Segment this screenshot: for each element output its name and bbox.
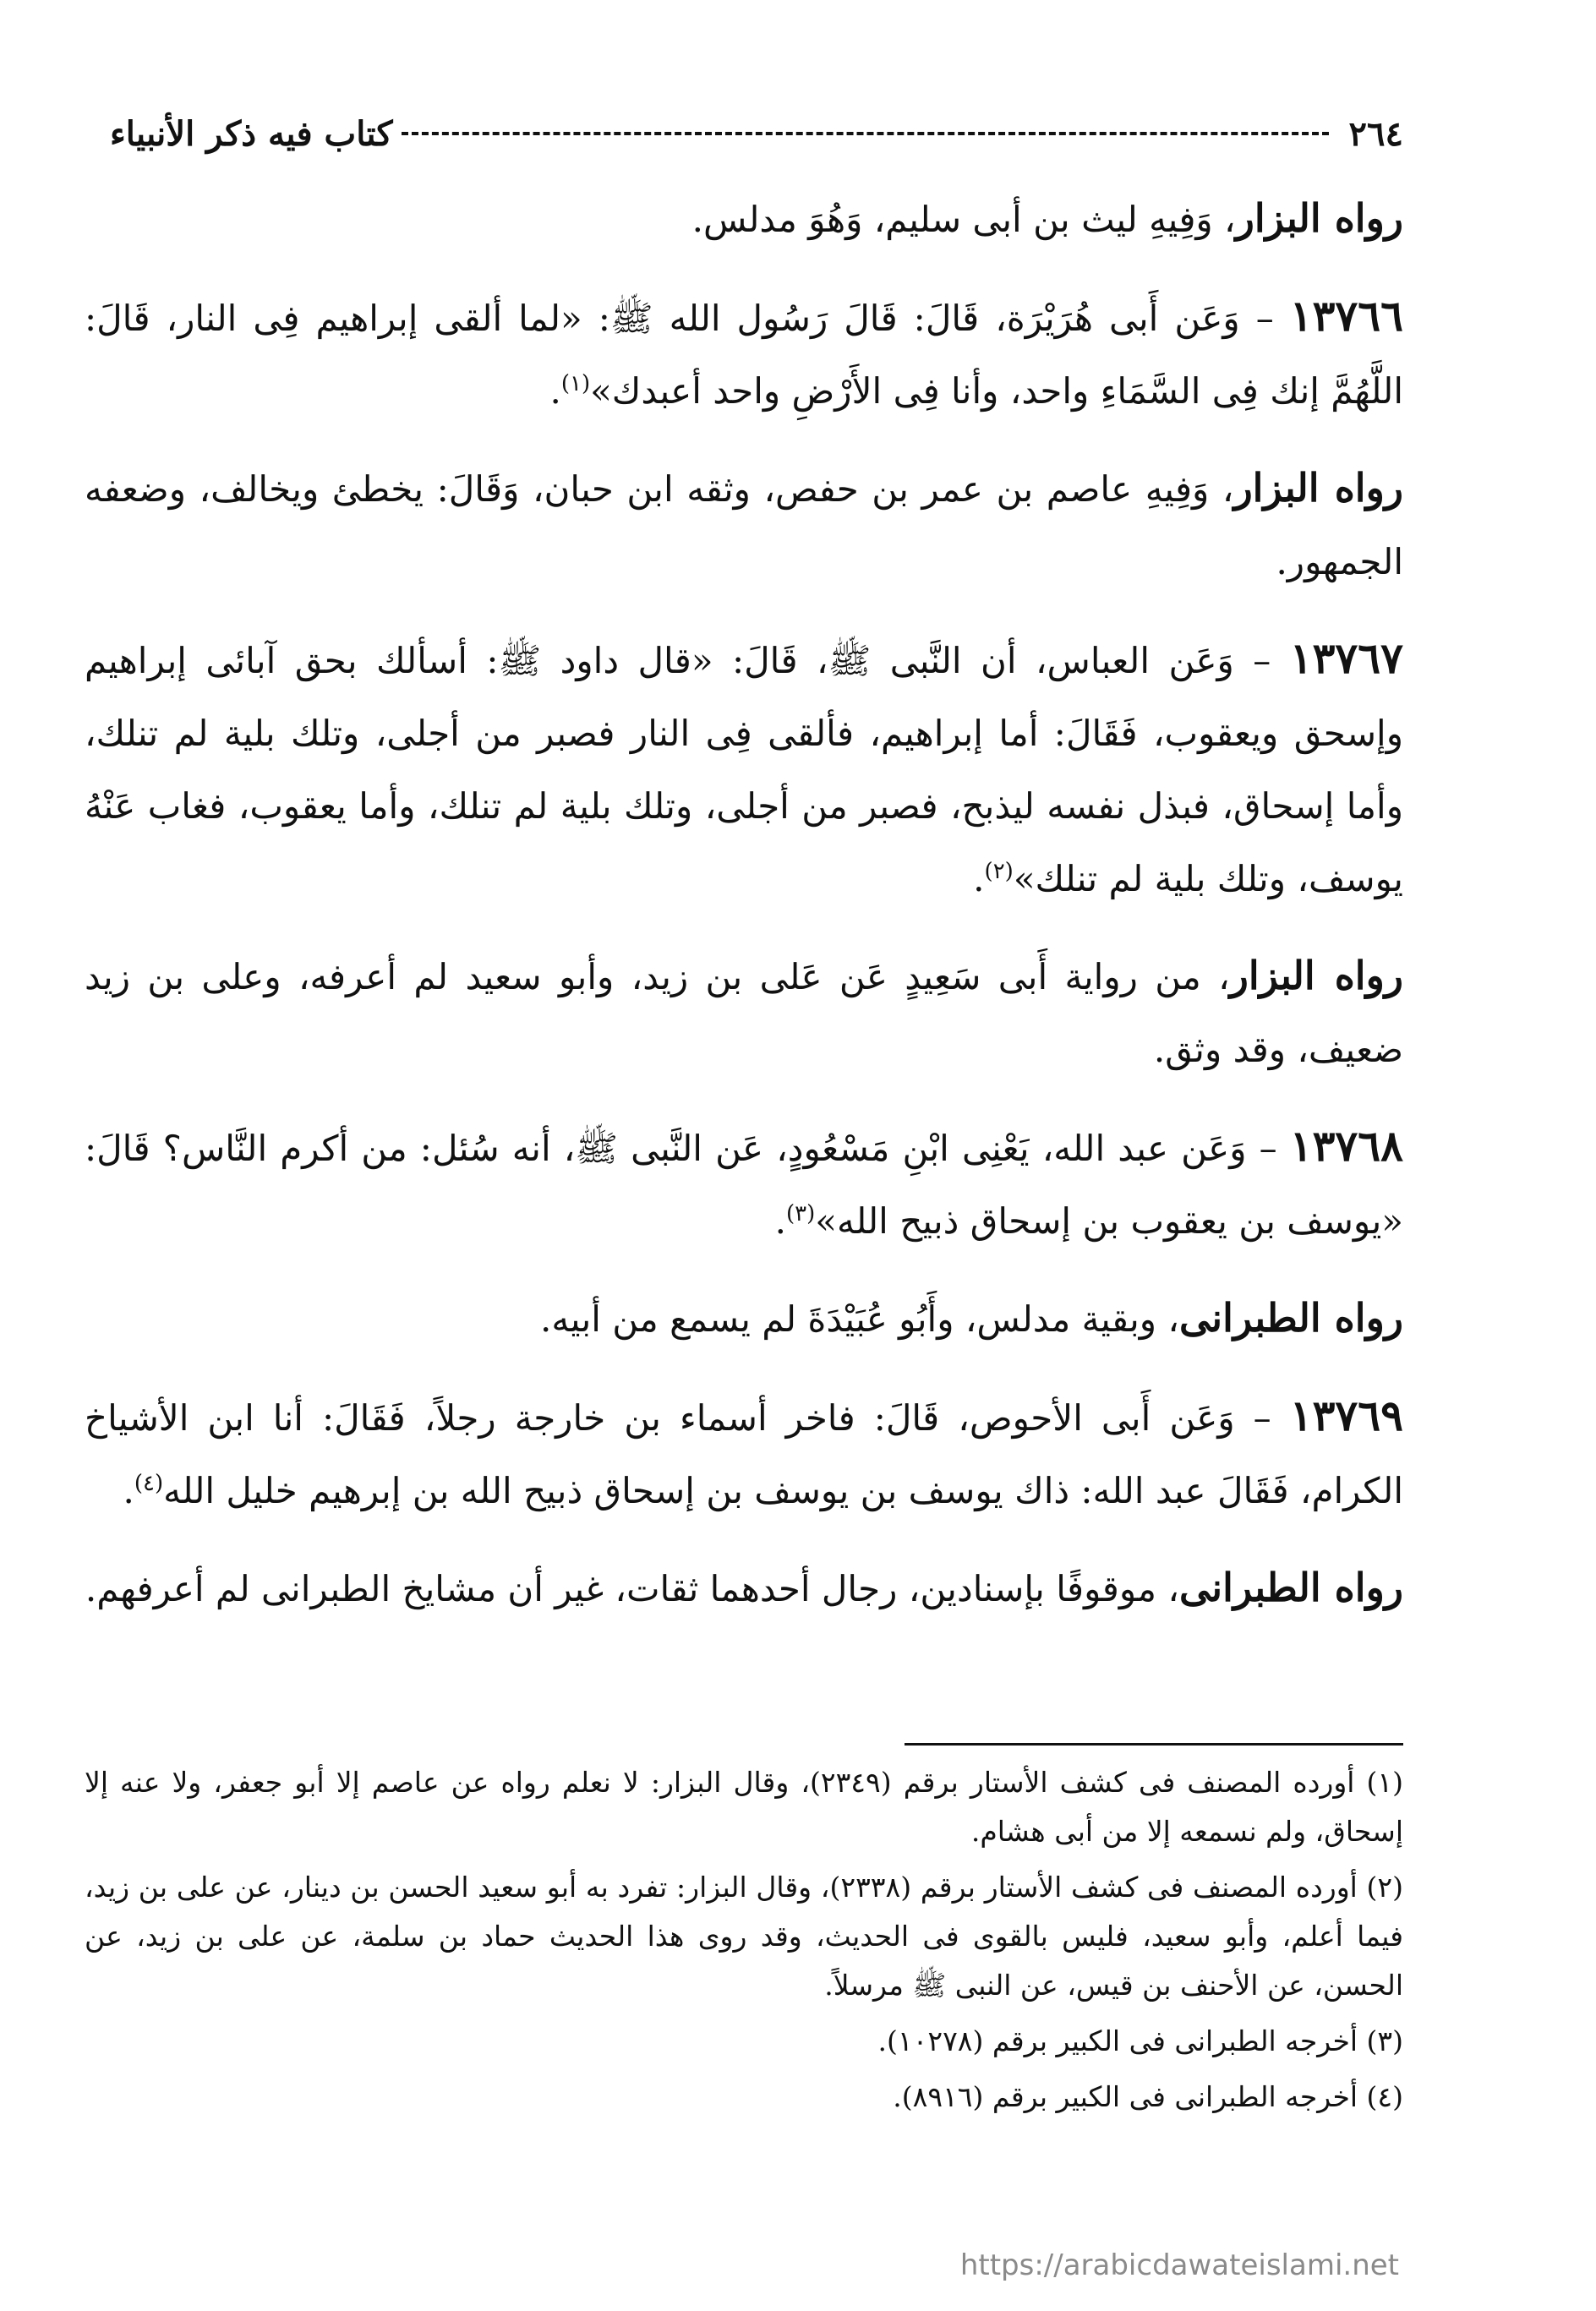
paragraph-text: ، وَفِيهِ ليث بن أبى سليم، وَهُوَ مدلس.: [691, 199, 1236, 240]
hadith-text: – وَعَن أَبى الأحوص، قَالَ: فاخر أسماء بن خارجة رجلاً، فَقَالَ: أنا ابن الأشياخ الكرام، فَقَالَ عبد الله: ذاك يوسف بن يوسف بن إسحاق ذبيح الله بن إبرهيم خليل الله: [85, 1397, 1403, 1511]
hadith-text: – وَعَن أَبى هُرَيْرَة، قَالَ: قَالَ رَسُول الله ﷺ: «لما ألقى إبراهيم فِى النار، قَالَ: اللَّهُمَّ إنك فِى السَّمَاءِ واحد، وأنا فِى الأَرْضِ واحد أعبدك»: [85, 298, 1403, 412]
source-label: رواه الطبرانى: [1178, 1295, 1403, 1341]
footnote-ref: (٢): [984, 859, 1014, 884]
paragraph-3: [85, 451, 1403, 598]
watermark-url: https://arabicdawateislami.net: [959, 2248, 1399, 2282]
hadith-text: – وَعَن عبد الله، يَعْنِى ابْنِ مَسْعُودٍ، عَن النَّبى ﷺ، أنه سُئل: من أكرم النَّاس؟ قَالَ: «يوسف بن يعقوب بن إسحاق ذبيح الله»: [85, 1128, 1403, 1242]
footnote-1: (١) أورده المصنف فى كشف الأستار برقم (٢٣٤٩)، وقال البزار: لا نعلم رواه عن عاصم إلا أبو جعفر، ولا عنه إلا إسحاق، ولم نسمعه إلا من أبى هشام.: [85, 1766, 1404, 1848]
footnote-ref: (٤): [134, 1471, 164, 1496]
page-header: [110, 108, 1403, 159]
paragraph-7: [85, 1281, 1403, 1356]
source-label: رواه الطبرانى: [1178, 1565, 1403, 1610]
footnote-ref: (١): [560, 371, 591, 396]
hadith-text: – وَعَن العباس، أن النَّبى ﷺ، قَالَ: «قال داود ﷺ: أسألك بحق آبائى إبراهيم وإسحق ويعقوب، فَقَالَ: أما إبراهيم، فألقى فِى النار فصبر من أجلى، وتلك بلية لم تنلك، وأما إسحاق، فبذل نفسه ليذبح، فصبر من أجلى، وتلك بلية لم تنلك، وأما يعقوب، فغاب عَنْهُ يوسف، وتلك بلية لم تنلك»: [85, 640, 1403, 899]
paragraph-1: [85, 182, 1403, 256]
hadith-number: ١٣٧٦٧: [1289, 633, 1403, 683]
hadith-13769: ١٣٧٦٩ – وَعَن أَبى الأحوص، قَالَ: فاخر أسماء بن خارجة رجلاً، فَقَالَ: أنا ابن الأشياخ الكرام، فَقَالَ عبد الله: ذاك يوسف بن يوسف بن إسحاق ذبيح الله بن إبرهيم خليل الله$^{(٤)}$.: [85, 1390, 1403, 1511]
book-title: كتاب فيه ذكر الأنبياء: [110, 113, 393, 154]
page-number: ٢٦٤: [1348, 113, 1403, 154]
main-text: [85, 182, 1403, 1649]
hadith-number: ١٣٧٦٦: [1289, 291, 1403, 341]
footnote-4: (٤) أخرجه الطبرانى فى الكبير برقم (٨٩١٦).: [893, 2080, 1403, 2113]
hadith-number: ١٣٧٦٨: [1289, 1121, 1403, 1171]
footnotes: [85, 1758, 1403, 2128]
footnote-3: (٣) أخرجه الطبرانى فى الكبير برقم (١٠٢٧٨).: [877, 2024, 1403, 2057]
hadith-13768: ١٣٧٦٨ – وَعَن عبد الله، يَعْنِى ابْنِ مَسْعُودٍ، عَن النَّبى ﷺ، أنه سُئل: من أكرم النَّاس؟ قَالَ: «يوسف بن يعقوب بن إسحاق ذبيح الله»$^{(٣)}$.: [85, 1121, 1403, 1242]
paragraph-text: ، موقوفًا بإسنادين، رجال أحدهما ثقات، غير أن مشايخ الطبرانى لم أعرفهم.: [85, 1568, 1179, 1609]
hadith-13766: ١٣٧٦٦ – وَعَن أَبى هُرَيْرَة، قَالَ: قَالَ رَسُول الله ﷺ: «لما ألقى إبراهيم فِى النار، قَالَ: اللَّهُمَّ إنك فِى السَّمَاءِ واحد، وأنا فِى الأَرْضِ واحد أعبدك»$^{(١)}$.: [85, 291, 1403, 412]
paragraph-text: ، وبقية مدلس، وأَبُو عُبَيْدَةَ لم يسمع من أبيه.: [540, 1298, 1179, 1340]
paragraph-text: ، وَفِيهِ عاصم بن عمر بن حفص، وثقه ابن حبان، وَقَالَ: يخطئ ويخالف، وضعفه الجمهور.: [85, 468, 1403, 582]
source-label: رواه البزار: [1233, 465, 1404, 511]
source-label: رواه البزار: [1229, 953, 1404, 998]
paragraph-5: [85, 939, 1403, 1086]
hadith-number: ١٣٧٦٩: [1289, 1390, 1403, 1440]
book-page: [85, 0, 1403, 2311]
paragraph-9: [85, 1551, 1403, 1625]
paragraph-text: ، من رواية أَبى سَعِيدٍ عَن عَلى بن زيد، وأبو سعيد لم أعرفه، وعلى بن زيد ضعيف، وقد وثق.: [85, 956, 1403, 1070]
hadith-13767: ١٣٧٦٧ – وَعَن العباس، أن النَّبى ﷺ، قَالَ: «قال داود ﷺ: أسألك بحق آبائى إبراهيم وإسحق ويعقوب، فَقَالَ: أما إبراهيم، فألقى فِى النار فصبر من أجلى، وتلك بلية لم تنلك، وأما إسحاق، فبذل نفسه ليذبح، فصبر من أجلى، وتلك بلية لم تنلك، وأما يعقوب، فغاب عَنْهُ يوسف، وتلك بلية لم تنلك»$^{(٢)}$.: [85, 633, 1403, 899]
footnote-divider: [905, 1743, 1403, 1746]
header-dashes: [402, 132, 1329, 135]
footnote-2: (٢) أورده المصنف فى كشف الأستار برقم (٢٣٣٨)، وقال البزار: تفرد به أبو سعيد الحسن بن دينار، عن على بن زيد، فيما أعلم، وأبو سعيد، فليس بالقوى فى الحديث، وقد روى هذا الحديث حماد بن سلمة، عن على بن زيد، عن الحسن، عن الأحنف بن قيس، عن النبى ﷺ مرسلاً.: [85, 1871, 1404, 2002]
footnote-ref: (٣): [785, 1201, 816, 1227]
source-label: رواه البزار: [1235, 195, 1403, 241]
